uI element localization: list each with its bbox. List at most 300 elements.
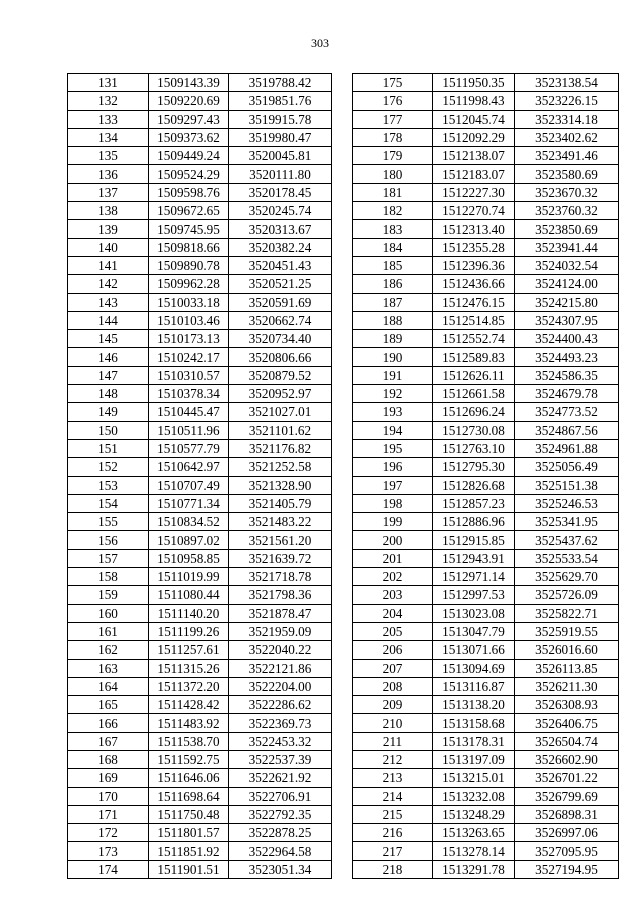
x-coordinate-cell: 1512997.53 [433,586,515,604]
x-coordinate-cell: 1511646.06 [149,769,229,787]
point-number-cell: 203 [353,586,433,604]
point-number-cell: 170 [68,787,149,805]
point-number-cell: 149 [68,403,149,421]
x-coordinate-cell: 1511698.64 [149,787,229,805]
point-number-cell: 176 [353,92,433,110]
x-coordinate-cell: 1513291.78 [433,860,515,878]
x-coordinate-cell: 1510707.49 [149,476,229,494]
y-coordinate-cell: 3525246.53 [515,494,619,512]
x-coordinate-cell: 1510577.79 [149,439,229,457]
point-number-cell: 152 [68,458,149,476]
point-number-cell: 136 [68,165,149,183]
y-coordinate-cell: 3523760.32 [515,202,619,220]
y-coordinate-cell: 3526308.93 [515,696,619,714]
x-coordinate-cell: 1511851.92 [149,842,229,860]
y-coordinate-cell: 3523850.69 [515,220,619,238]
y-coordinate-cell: 3521328.90 [229,476,332,494]
point-number-cell: 169 [68,769,149,787]
point-number-cell: 134 [68,128,149,146]
table-row [68,842,332,860]
y-coordinate-cell: 3525726.09 [515,586,619,604]
table-row [353,476,619,494]
x-coordinate-cell: 1513071.66 [433,641,515,659]
table-row [68,128,332,146]
y-coordinate-cell: 3524773.52 [515,403,619,421]
table-row [68,183,332,201]
y-coordinate-cell: 3526504.74 [515,732,619,750]
point-number-cell: 147 [68,366,149,384]
x-coordinate-cell: 1510511.96 [149,421,229,439]
table-row [68,110,332,128]
y-coordinate-cell: 3524215.80 [515,293,619,311]
x-coordinate-cell: 1513138.20 [433,696,515,714]
x-coordinate-cell: 1512696.24 [433,403,515,421]
x-coordinate-cell: 1512476.15 [433,293,515,311]
point-number-cell: 207 [353,659,433,677]
point-number-cell: 153 [68,476,149,494]
y-coordinate-cell: 3521878.47 [229,604,332,622]
point-number-cell: 141 [68,256,149,274]
x-coordinate-cell: 1512826.68 [433,476,515,494]
point-number-cell: 201 [353,549,433,567]
y-coordinate-cell: 3520178.45 [229,183,332,201]
y-coordinate-cell: 3523051.34 [229,860,332,878]
point-number-cell: 140 [68,238,149,256]
x-coordinate-cell: 1513116.87 [433,677,515,695]
point-number-cell: 179 [353,147,433,165]
table-row [68,421,332,439]
x-coordinate-cell: 1510378.34 [149,385,229,403]
x-coordinate-cell: 1512270.74 [433,202,515,220]
y-coordinate-cell: 3526211.30 [515,677,619,695]
y-coordinate-cell: 3520313.67 [229,220,332,238]
table-row [353,677,619,695]
x-coordinate-cell: 1509373.62 [149,128,229,146]
table-row [353,604,619,622]
table-row [353,659,619,677]
x-coordinate-cell: 1512396.36 [433,256,515,274]
x-coordinate-cell: 1512436.66 [433,275,515,293]
y-coordinate-cell: 3525056.49 [515,458,619,476]
y-coordinate-cell: 3520662.74 [229,311,332,329]
x-coordinate-cell: 1513178.31 [433,732,515,750]
x-coordinate-cell: 1513094.69 [433,659,515,677]
x-coordinate-cell: 1510642.97 [149,458,229,476]
x-coordinate-cell: 1513023.08 [433,604,515,622]
point-number-cell: 178 [353,128,433,146]
table-row [353,714,619,732]
table-row [68,860,332,878]
table-row [353,842,619,860]
point-number-cell: 211 [353,732,433,750]
table-row [68,403,332,421]
x-coordinate-cell: 1511019.99 [149,568,229,586]
table-row [68,256,332,274]
point-number-cell: 200 [353,531,433,549]
point-number-cell: 172 [68,824,149,842]
y-coordinate-cell: 3522286.62 [229,696,332,714]
table-row [68,238,332,256]
table-row [68,366,332,384]
y-coordinate-cell: 3522537.39 [229,750,332,768]
table-row [68,677,332,695]
x-coordinate-cell: 1510958.85 [149,549,229,567]
point-number-cell: 180 [353,165,433,183]
x-coordinate-cell: 1509818.66 [149,238,229,256]
table-row [68,494,332,512]
table-row [68,787,332,805]
y-coordinate-cell: 3520879.52 [229,366,332,384]
x-coordinate-cell: 1513047.79 [433,622,515,640]
y-coordinate-cell: 3524679.78 [515,385,619,403]
table-row [353,147,619,165]
point-number-cell: 195 [353,439,433,457]
point-number-cell: 163 [68,659,149,677]
y-coordinate-cell: 3519980.47 [229,128,332,146]
table-row [353,256,619,274]
y-coordinate-cell: 3521483.22 [229,513,332,531]
x-coordinate-cell: 1513158.68 [433,714,515,732]
x-coordinate-cell: 1512730.08 [433,421,515,439]
table-row [353,805,619,823]
table-row [353,238,619,256]
table-row [353,348,619,366]
y-coordinate-cell: 3524400.43 [515,330,619,348]
x-coordinate-cell: 1513278.14 [433,842,515,860]
y-coordinate-cell: 3523402.62 [515,128,619,146]
table-row [353,311,619,329]
point-number-cell: 187 [353,293,433,311]
point-number-cell: 146 [68,348,149,366]
table-row [68,732,332,750]
x-coordinate-cell: 1511592.75 [149,750,229,768]
table-row [68,586,332,604]
point-number-cell: 217 [353,842,433,860]
x-coordinate-cell: 1511428.42 [149,696,229,714]
y-coordinate-cell: 3524032.54 [515,256,619,274]
point-number-cell: 142 [68,275,149,293]
y-coordinate-cell: 3523314.18 [515,110,619,128]
point-number-cell: 194 [353,421,433,439]
y-coordinate-cell: 3522878.25 [229,824,332,842]
x-coordinate-cell: 1509449.24 [149,147,229,165]
table-row [353,74,619,92]
x-coordinate-cell: 1511801.57 [149,824,229,842]
x-coordinate-cell: 1512514.85 [433,311,515,329]
point-number-cell: 135 [68,147,149,165]
table-row [353,513,619,531]
x-coordinate-cell: 1509890.78 [149,256,229,274]
coordinate-table-body [353,74,619,879]
y-coordinate-cell: 3523226.15 [515,92,619,110]
y-coordinate-cell: 3522040.22 [229,641,332,659]
coordinate-table-left [67,73,332,879]
x-coordinate-cell: 1512795.30 [433,458,515,476]
x-coordinate-cell: 1510173.13 [149,330,229,348]
point-number-cell: 143 [68,293,149,311]
point-number-cell: 186 [353,275,433,293]
x-coordinate-cell: 1510771.34 [149,494,229,512]
table-row [68,805,332,823]
y-coordinate-cell: 3526898.31 [515,805,619,823]
point-number-cell: 145 [68,330,149,348]
x-coordinate-cell: 1512092.29 [433,128,515,146]
x-coordinate-cell: 1512045.74 [433,110,515,128]
point-number-cell: 160 [68,604,149,622]
y-coordinate-cell: 3527194.95 [515,860,619,878]
point-number-cell: 148 [68,385,149,403]
table-row [353,494,619,512]
y-coordinate-cell: 3522369.73 [229,714,332,732]
x-coordinate-cell: 1512886.96 [433,513,515,531]
table-row [68,750,332,768]
x-coordinate-cell: 1512227.30 [433,183,515,201]
point-number-cell: 212 [353,750,433,768]
y-coordinate-cell: 3521718.78 [229,568,332,586]
table-row [353,531,619,549]
table-row [68,641,332,659]
point-number-cell: 138 [68,202,149,220]
y-coordinate-cell: 3526701.22 [515,769,619,787]
x-coordinate-cell: 1512661.58 [433,385,515,403]
x-coordinate-cell: 1512589.83 [433,348,515,366]
x-coordinate-cell: 1512943.91 [433,549,515,567]
table-row [68,696,332,714]
point-number-cell: 175 [353,74,433,92]
point-number-cell: 177 [353,110,433,128]
x-coordinate-cell: 1511080.44 [149,586,229,604]
x-coordinate-cell: 1510445.47 [149,403,229,421]
table-row [353,385,619,403]
y-coordinate-cell: 3520734.40 [229,330,332,348]
y-coordinate-cell: 3524961.88 [515,439,619,457]
y-coordinate-cell: 3522204.00 [229,677,332,695]
table-row [353,421,619,439]
point-number-cell: 159 [68,586,149,604]
x-coordinate-cell: 1509598.76 [149,183,229,201]
y-coordinate-cell: 3519788.42 [229,74,332,92]
y-coordinate-cell: 3520591.69 [229,293,332,311]
table-row [353,220,619,238]
point-number-cell: 188 [353,311,433,329]
point-number-cell: 193 [353,403,433,421]
y-coordinate-cell: 3520045.81 [229,147,332,165]
table-row [68,458,332,476]
x-coordinate-cell: 1511372.20 [149,677,229,695]
table-row [353,860,619,878]
point-number-cell: 168 [68,750,149,768]
point-number-cell: 205 [353,622,433,640]
point-number-cell: 206 [353,641,433,659]
x-coordinate-cell: 1511483.92 [149,714,229,732]
y-coordinate-cell: 3520245.74 [229,202,332,220]
y-coordinate-cell: 3526799.69 [515,787,619,805]
table-row [68,622,332,640]
y-coordinate-cell: 3525151.38 [515,476,619,494]
table-row [353,549,619,567]
y-coordinate-cell: 3523138.54 [515,74,619,92]
table-row [353,202,619,220]
table-row [353,622,619,640]
table-row [68,293,332,311]
x-coordinate-cell: 1510834.52 [149,513,229,531]
y-coordinate-cell: 3521561.20 [229,531,332,549]
x-coordinate-cell: 1513197.09 [433,750,515,768]
table-row [353,769,619,787]
table-row [68,202,332,220]
point-number-cell: 183 [353,220,433,238]
point-number-cell: 162 [68,641,149,659]
table-row [353,696,619,714]
point-number-cell: 164 [68,677,149,695]
table-row [68,147,332,165]
x-coordinate-cell: 1509672.65 [149,202,229,220]
x-coordinate-cell: 1511199.26 [149,622,229,640]
y-coordinate-cell: 3520382.24 [229,238,332,256]
point-number-cell: 157 [68,549,149,567]
x-coordinate-cell: 1509962.28 [149,275,229,293]
y-coordinate-cell: 3520521.25 [229,275,332,293]
coordinate-table-right [352,73,619,879]
table-row [68,659,332,677]
table-row [353,750,619,768]
x-coordinate-cell: 1509143.39 [149,74,229,92]
y-coordinate-cell: 3520111.80 [229,165,332,183]
table-row [68,385,332,403]
y-coordinate-cell: 3525919.55 [515,622,619,640]
table-row [68,439,332,457]
y-coordinate-cell: 3521798.36 [229,586,332,604]
y-coordinate-cell: 3521252.58 [229,458,332,476]
y-coordinate-cell: 3526113.85 [515,659,619,677]
x-coordinate-cell: 1511315.26 [149,659,229,677]
x-coordinate-cell: 1512313.40 [433,220,515,238]
table-row [353,183,619,201]
y-coordinate-cell: 3519915.78 [229,110,332,128]
table-row [68,165,332,183]
y-coordinate-cell: 3524586.35 [515,366,619,384]
table-row [353,366,619,384]
y-coordinate-cell: 3525629.70 [515,568,619,586]
point-number-cell: 156 [68,531,149,549]
x-coordinate-cell: 1510242.17 [149,348,229,366]
x-coordinate-cell: 1512857.23 [433,494,515,512]
x-coordinate-cell: 1511257.61 [149,641,229,659]
point-number-cell: 166 [68,714,149,732]
y-coordinate-cell: 3526406.75 [515,714,619,732]
y-coordinate-cell: 3522621.92 [229,769,332,787]
point-number-cell: 204 [353,604,433,622]
point-number-cell: 139 [68,220,149,238]
x-coordinate-cell: 1513248.29 [433,805,515,823]
point-number-cell: 190 [353,348,433,366]
table-row [68,348,332,366]
point-number-cell: 171 [68,805,149,823]
x-coordinate-cell: 1510033.18 [149,293,229,311]
table-row [353,586,619,604]
point-number-cell: 214 [353,787,433,805]
x-coordinate-cell: 1513215.01 [433,769,515,787]
point-number-cell: 161 [68,622,149,640]
table-row [68,604,332,622]
point-number-cell: 155 [68,513,149,531]
y-coordinate-cell: 3521405.79 [229,494,332,512]
x-coordinate-cell: 1512355.28 [433,238,515,256]
point-number-cell: 167 [68,732,149,750]
y-coordinate-cell: 3525341.95 [515,513,619,531]
x-coordinate-cell: 1511140.20 [149,604,229,622]
point-number-cell: 184 [353,238,433,256]
x-coordinate-cell: 1509297.43 [149,110,229,128]
y-coordinate-cell: 3526602.90 [515,750,619,768]
point-number-cell: 218 [353,860,433,878]
x-coordinate-cell: 1510897.02 [149,531,229,549]
table-row [68,74,332,92]
y-coordinate-cell: 3524124.00 [515,275,619,293]
x-coordinate-cell: 1513263.65 [433,824,515,842]
table-row [353,439,619,457]
table-row [68,568,332,586]
x-coordinate-cell: 1509524.29 [149,165,229,183]
table-row [68,824,332,842]
table-row [353,568,619,586]
point-number-cell: 132 [68,92,149,110]
table-row [353,732,619,750]
y-coordinate-cell: 3523580.69 [515,165,619,183]
point-number-cell: 191 [353,366,433,384]
point-number-cell: 144 [68,311,149,329]
point-number-cell: 216 [353,824,433,842]
table-row [68,531,332,549]
x-coordinate-cell: 1512763.10 [433,439,515,457]
point-number-cell: 189 [353,330,433,348]
y-coordinate-cell: 3522121.86 [229,659,332,677]
x-coordinate-cell: 1509220.69 [149,92,229,110]
point-number-cell: 174 [68,860,149,878]
x-coordinate-cell: 1511750.48 [149,805,229,823]
y-coordinate-cell: 3527095.95 [515,842,619,860]
y-coordinate-cell: 3519851.76 [229,92,332,110]
table-row [68,513,332,531]
x-coordinate-cell: 1509745.95 [149,220,229,238]
point-number-cell: 151 [68,439,149,457]
point-number-cell: 158 [68,568,149,586]
point-number-cell: 210 [353,714,433,732]
y-coordinate-cell: 3520451.43 [229,256,332,274]
table-row [68,275,332,293]
y-coordinate-cell: 3526997.06 [515,824,619,842]
point-number-cell: 137 [68,183,149,201]
table-row [353,403,619,421]
point-number-cell: 197 [353,476,433,494]
y-coordinate-cell: 3521176.82 [229,439,332,457]
x-coordinate-cell: 1512915.85 [433,531,515,549]
x-coordinate-cell: 1512626.11 [433,366,515,384]
y-coordinate-cell: 3524307.95 [515,311,619,329]
point-number-cell: 181 [353,183,433,201]
table-row [68,714,332,732]
point-number-cell: 196 [353,458,433,476]
x-coordinate-cell: 1513232.08 [433,787,515,805]
y-coordinate-cell: 3522964.58 [229,842,332,860]
point-number-cell: 199 [353,513,433,531]
table-row [353,128,619,146]
x-coordinate-cell: 1512552.74 [433,330,515,348]
table-row [353,275,619,293]
y-coordinate-cell: 3526016.60 [515,641,619,659]
point-number-cell: 209 [353,696,433,714]
y-coordinate-cell: 3523670.32 [515,183,619,201]
